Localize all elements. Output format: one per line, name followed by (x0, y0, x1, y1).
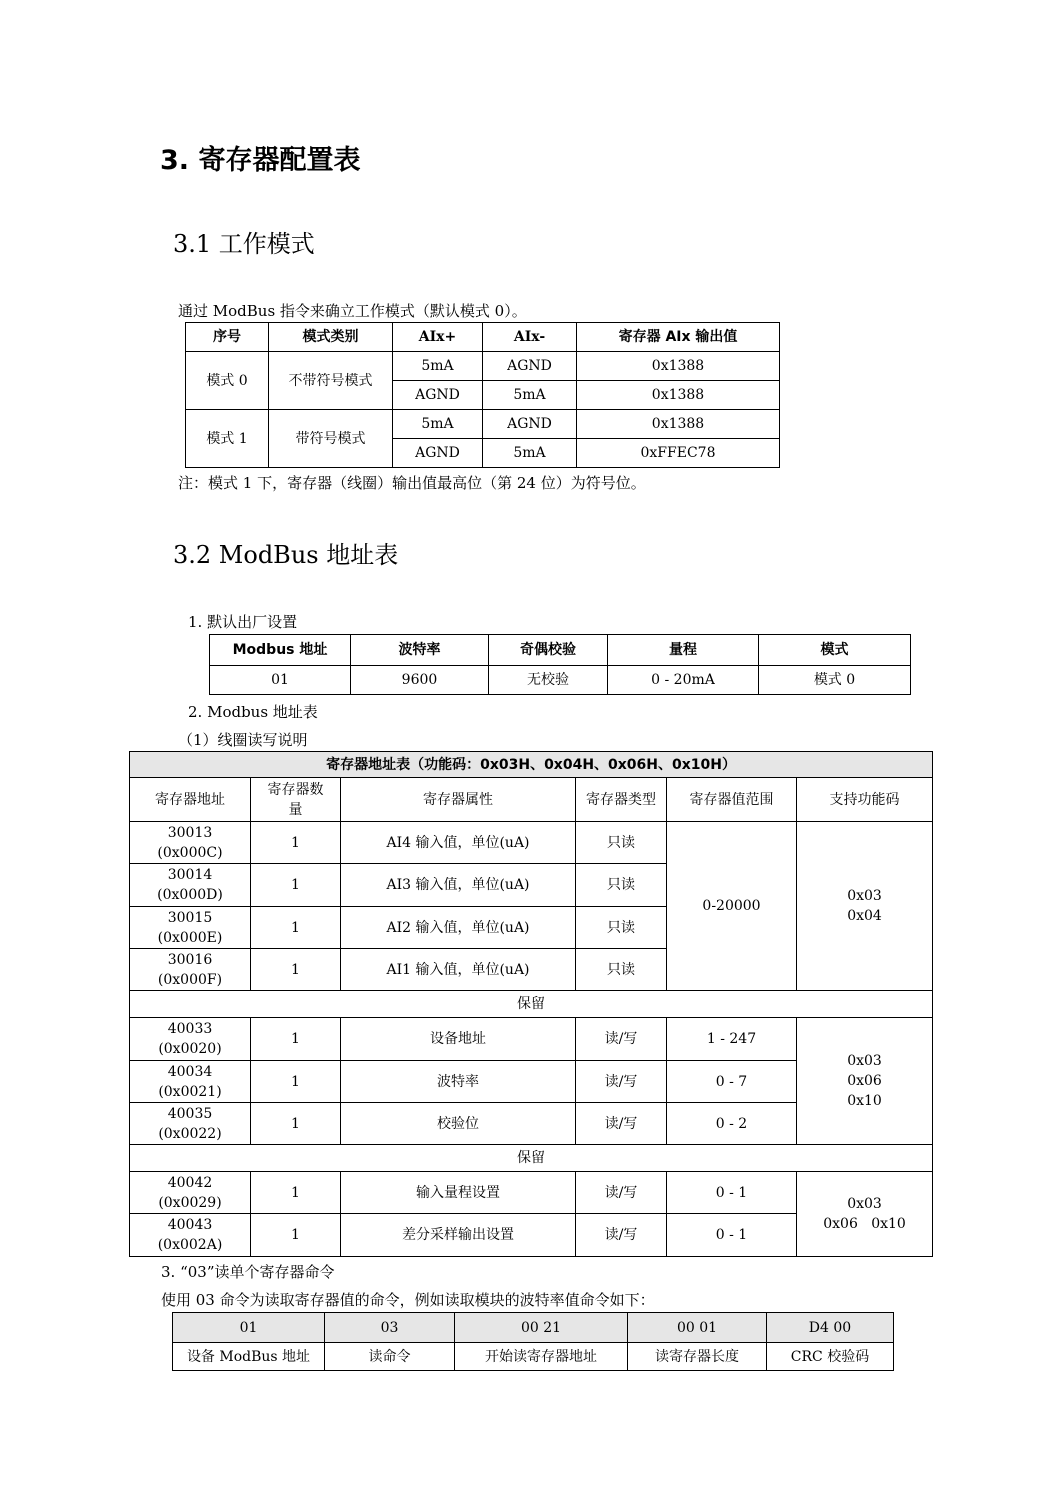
register-address: 40033 (0x0020) (130, 1018, 251, 1061)
register-count: 1 (251, 1214, 341, 1257)
command-field-label: CRC 校验码 (767, 1343, 894, 1371)
section-3-2-title: 3.2 ModBus 地址表 (173, 541, 399, 569)
register-attribute: AI2 输入值，单位(uA) (341, 907, 576, 949)
command-byte: 03 (325, 1313, 455, 1343)
work-mode-intro: 通过 ModBus 指令来确立工作模式（默认模式 0）。 (178, 302, 527, 320)
output-value: 0x1388 (577, 381, 780, 410)
register-range: 0 - 1 (667, 1214, 797, 1257)
register-table-title: 寄存器地址表（功能码：0x03H、0x04H、0x06H、0x10H） (130, 752, 933, 778)
section-3-title: 3. 寄存器配置表 (160, 145, 361, 176)
register-address: 40035 (0x0022) (130, 1103, 251, 1145)
work-mode-table (185, 322, 780, 468)
command-table (172, 1312, 894, 1371)
col-header: 寄存器类型 (576, 778, 667, 822)
item-3-label: 3. “03”读单个寄存器命令 (161, 1263, 335, 1281)
register-type: 读/写 (576, 1061, 667, 1103)
register-type: 只读 (576, 907, 667, 949)
aix-minus: 5mA (483, 381, 577, 410)
col-header: 波特率 (351, 635, 489, 666)
register-count: 1 (251, 822, 341, 864)
default-value: 无校验 (489, 666, 608, 695)
reserved-row: 保留 (130, 1145, 933, 1172)
default-value: 01 (210, 666, 351, 695)
aix-minus: AGND (483, 352, 577, 381)
register-count: 1 (251, 1103, 341, 1145)
col-header: 寄存器属性 (341, 778, 576, 822)
register-type: 读/写 (576, 1018, 667, 1061)
register-type: 读/写 (576, 1172, 667, 1214)
register-range: 0 - 7 (667, 1061, 797, 1103)
default-settings-table (209, 634, 911, 695)
reserved-row: 保留 (130, 991, 933, 1018)
register-type: 读/写 (576, 1214, 667, 1257)
register-range: 0 - 1 (667, 1172, 797, 1214)
col-header: Modbus 地址 (210, 635, 351, 666)
item-2-label: 2. Modbus 地址表 (188, 703, 318, 721)
default-value: 模式 0 (759, 666, 911, 695)
default-value: 0 - 20mA (608, 666, 759, 695)
aix-plus: AGND (393, 439, 483, 468)
mode-type: 不带符号模式 (269, 352, 393, 410)
register-address: 30016 (0x000F) (130, 949, 251, 991)
register-address: 30014 (0x000D) (130, 864, 251, 907)
col-header: 序号 (186, 323, 269, 352)
col-header: 奇偶校验 (489, 635, 608, 666)
register-attribute: 校验位 (341, 1103, 576, 1145)
aix-minus: AGND (483, 410, 577, 439)
section-3-1-title: 3.1 工作模式 (173, 230, 315, 258)
register-count: 1 (251, 864, 341, 907)
register-attribute: 波特率 (341, 1061, 576, 1103)
register-address: 40042 (0x0029) (130, 1172, 251, 1214)
item-1-label: 1. 默认出厂设置 (188, 613, 298, 631)
command-byte: 00 01 (628, 1313, 767, 1343)
command-byte: 01 (173, 1313, 325, 1343)
aix-plus: 5mA (393, 410, 483, 439)
register-type: 只读 (576, 822, 667, 864)
command-field-label: 读寄存器长度 (628, 1343, 767, 1371)
col-header: 寄存器值范围 (667, 778, 797, 822)
register-attribute: AI1 输入值，单位(uA) (341, 949, 576, 991)
register-address-table (129, 751, 933, 1257)
register-type: 只读 (576, 864, 667, 907)
col-header: 寄存器 AIx 输出值 (577, 323, 780, 352)
col-header: 模式 (759, 635, 911, 666)
aix-plus: 5mA (393, 352, 483, 381)
register-address: 40034 (0x0021) (130, 1061, 251, 1103)
register-attribute: AI3 输入值，单位(uA) (341, 864, 576, 907)
register-range: 0 - 2 (667, 1103, 797, 1145)
register-count: 1 (251, 1061, 341, 1103)
command-intro: 使用 03 命令为读取寄存器值的命令，例如读取模块的波特率值命令如下： (161, 1291, 655, 1309)
register-count: 1 (251, 949, 341, 991)
function-codes: 0x03 0x06 0x10 (797, 1172, 933, 1257)
register-address: 30015 (0x000E) (130, 907, 251, 949)
col-header: 量程 (608, 635, 759, 666)
output-value: 0xFFEC78 (577, 439, 780, 468)
work-mode-note: 注：模式 1 下，寄存器（线圈）输出值最高位（第 24 位）为符号位。 (178, 474, 646, 492)
col-header: AIx+ (393, 323, 483, 352)
register-range: 0-20000 (667, 822, 797, 991)
function-codes: 0x03 0x06 0x10 (797, 1018, 933, 1145)
output-value: 0x1388 (577, 410, 780, 439)
register-type: 只读 (576, 949, 667, 991)
col-header: 寄存器数量 (251, 778, 341, 822)
aix-minus: 5mA (483, 439, 577, 468)
mode-name: 模式 1 (186, 410, 269, 468)
sub-1-label: （1）线圈读写说明 (178, 731, 308, 749)
register-attribute: AI4 输入值，单位(uA) (341, 822, 576, 864)
aix-plus: AGND (393, 381, 483, 410)
register-type: 读/写 (576, 1103, 667, 1145)
command-byte: 00 21 (455, 1313, 628, 1343)
function-codes: 0x03 0x04 (797, 822, 933, 991)
mode-type: 带符号模式 (269, 410, 393, 468)
col-header: 模式类别 (269, 323, 393, 352)
register-range: 1 - 247 (667, 1018, 797, 1061)
register-address: 30013 (0x000C) (130, 822, 251, 864)
default-value: 9600 (351, 666, 489, 695)
register-attribute: 差分采样输出设置 (341, 1214, 576, 1257)
command-field-label: 读命令 (325, 1343, 455, 1371)
mode-name: 模式 0 (186, 352, 269, 410)
command-field-label: 开始读寄存器地址 (455, 1343, 628, 1371)
command-byte: D4 00 (767, 1313, 894, 1343)
register-attribute: 设备地址 (341, 1018, 576, 1061)
output-value: 0x1388 (577, 352, 780, 381)
col-header: AIx- (483, 323, 577, 352)
register-count: 1 (251, 907, 341, 949)
register-count: 1 (251, 1172, 341, 1214)
register-address: 40043 (0x002A) (130, 1214, 251, 1257)
command-field-label: 设备 ModBus 地址 (173, 1343, 325, 1371)
col-header: 支持功能码 (797, 778, 933, 822)
register-count: 1 (251, 1018, 341, 1061)
col-header: 寄存器地址 (130, 778, 251, 822)
register-attribute: 输入量程设置 (341, 1172, 576, 1214)
